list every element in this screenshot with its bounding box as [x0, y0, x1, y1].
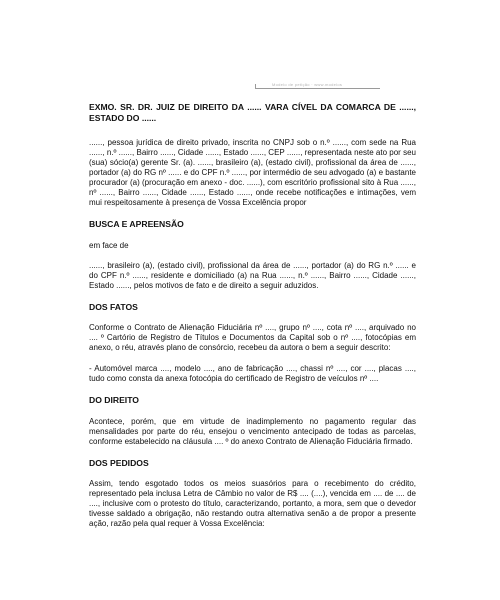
header-mark: Modelo de petição · www.modelos — [272, 82, 343, 87]
defendant-paragraph: ......, brasileiro (a), (estado civil), profissional da área de ......, portador (a) do RG n.º ...... e do CPF n.º ......, residente e domiciliado (a) na Rua ......, n.º ......, Bairro ......, Cidade ......, Estado ......, pelos motivos de fato e de direito a seguir aduzidos. — [89, 260, 416, 290]
action-heading: BUSCA E APREENSÃO — [89, 219, 184, 229]
fatos-paragraph-2: - Automóvel marca ...., modelo ...., ano de fabricação ...., chassi nº ...., cor ...., placas ...., tudo como consta da anexa fotocópia do certificado de Registro de veículos nº .... — [89, 364, 416, 383]
section-heading-direito: DO DIREITO — [89, 395, 139, 405]
document-title: EXMO. SR. DR. JUIZ DE DIREITO DA ...... VARA CÍVEL DA COMARCA DE ......, ESTADO DO ...... — [89, 102, 416, 123]
section-heading-fatos: DOS FATOS — [89, 301, 138, 312]
section-heading-pedidos: DOS PEDIDOS — [89, 457, 149, 468]
header-rule — [255, 88, 380, 89]
document-body — [89, 102, 416, 540]
intro-paragraph: ......, pessoa jurídica de direito privado, inscrita no CNPJ sob o n.º ......, com sede na Rua ......, n.º ......, Bairro ......, Cidade ......, Estado ......, CEP ......, representada neste ato por seu (sua) sócio(a) gerente Sr. (a). ......, brasileiro (a), (estado civil), profissional da área de ......, portador (a) do RG nº ...... e do CPF n.º ......, por intermédio de seu advogado (a) e bastante procurador (a) (procuração em anexo - doc. ......), com escritório profissional sito à Rua ......, nº ......, Bairro ......, Cidade ......, Estado ......, onde recebe notificações e intimações, vem mui respeitosamente à presença de Vossa Excelência propor — [89, 138, 416, 207]
fatos-paragraph-1: Conforme o Contrato de Alienação Fiduciária nº ...., grupo nº ...., cota nº ...., arquivado no .... º Cartório de Registro de Títulos e Documentos da Capital sob o nº ...., fotocópias em anexo, o réu, através plano de consórcio, recebeu da autora o bem a seguir descrito: — [89, 323, 416, 352]
pedidos-paragraph-1: Assim, tendo esgotado todos os meios suasórios para o recebimento do crédito, representado pela inclusa Letra de Câmbio no valor de R$ .... (....), vencida em .... de .... de ...., inclusive com o protesto do título, caracterizando, portanto, a mora, sem que o devedor tivesse saldado a obrigação, não restando outra alternativa senão a de propor a presente ação, razão pela qual requer à Vossa Excelência: — [89, 479, 416, 528]
direito-paragraph-1: Acontece, porém, que em virtude de inadimplemento no pagamento regular das mensalidades por parte do réu, ensejou o vencimento antecipado de todas as parcelas, conforme estabelecido na cláusula .... º do anexo Contrato de Alienação Fiduciária firmado. — [89, 416, 416, 446]
em-face-paragraph: em face de — [89, 240, 129, 250]
